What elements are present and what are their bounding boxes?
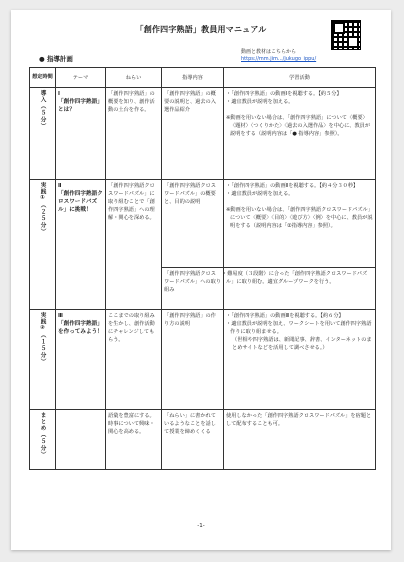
table-row — [30, 410, 376, 470]
qr-code-icon[interactable] — [331, 20, 361, 50]
theme-cell — [56, 180, 106, 310]
activity-line: ・適宜教員が説明を加える。 — [226, 190, 294, 197]
theme-cell — [56, 310, 106, 410]
theme-text: 「創作四字熟語」とは？ — [58, 98, 103, 113]
activities-cell — [224, 88, 376, 180]
stage-cell — [30, 410, 56, 470]
stage-label: 実践②（１５分） — [39, 311, 46, 365]
table-row — [30, 310, 376, 410]
theme-number: Ⅲ — [58, 312, 63, 319]
content-cell: 「ねらい」に書かれているようなことを話して授業を締めくくる — [162, 410, 224, 470]
activities-cell: 使用しなかった「創作四字熟語クロスワードパズル」を宿題として配布することも可。 — [224, 410, 376, 470]
stage-cell — [30, 310, 56, 410]
theme-number: Ⅱ — [58, 182, 62, 189]
aim-cell: 語彙を豊富にする。時事について興味・関心を高める。 — [106, 410, 162, 470]
activity-line: ・適宜教員が説明を加え、ワークシートを用いて創作四字熟語作りに取り組ませる。 — [226, 320, 372, 335]
content-cell: 「創作四字熟語」の作り方の説明 — [162, 310, 224, 410]
content-cell: 「創作四字熟語クロスワードパズル」の概要と、目的の説明 — [162, 180, 224, 268]
stage-label: 導入（５分） — [39, 89, 46, 130]
video-note-text: 動画と教材はこちらから — [241, 49, 297, 55]
header-content: 指導内容 — [162, 68, 224, 88]
table-row — [30, 88, 376, 180]
content-cell: 「創作四字熟語」の概要の説明と、過去の入選作品紹介 — [162, 88, 224, 180]
activity-line: ・「創作四字熟語」の動画Ⅲを視聴する。【約６分】 — [226, 312, 344, 319]
aim-cell: 「創作四字熟語」の概要を知り、創作活動の土台を作る。 — [106, 88, 162, 180]
content-cell: 「創作四字熟語クロスワードパズル」への取り組み — [162, 268, 224, 310]
activity-line: ・「創作四字熟語」の動画Ⅰを視聴する。【約５分】 — [226, 90, 342, 97]
activities-cell — [224, 180, 376, 268]
theme-text: 「創作四字熟語クロスワードパズル」に挑戦！ — [58, 190, 103, 213]
activities-cell: ・難易度（３段階）に合った「創作四字熟語クロスワードパズル」に取り組む。適宜グループワークを行う。 — [224, 268, 376, 310]
theme-cell — [56, 410, 106, 470]
stage-label: まとめ（５分） — [39, 411, 46, 458]
aim-cell: 「創作四字熟語クロスワードパズル」に取り組むことで「創作四字熟語」への理解・関心を深める。 — [106, 180, 162, 310]
table-row — [30, 180, 376, 268]
activity-note: ※動画を用いない場合は、「創作四字熟語クロスワードパズル」について〈概要〉〈目的〉〈遊び方〉〈例〉を中心に、教員が説明をする（説明内容は「②指導内容」参照）。 — [226, 206, 373, 229]
header-time: 想定時間 — [30, 68, 56, 88]
aim-cell: ここまでの取り組みを生かし、創作活動にチャレンジしてもらう。 — [106, 310, 162, 410]
page-number: -1- — [197, 523, 205, 529]
activities-cell — [224, 310, 376, 410]
video-link[interactable]: https://mm.jim.../jukugo_ippu/ — [241, 56, 317, 62]
stage-label: 実践①（２５分） — [39, 181, 46, 235]
activity-note: ※動画を用いない場合は、「創作四字熟語」について〈概要〉〈題材〉〈つくりかた〉〈過去の入選作品〉を中心に、教員が説明をする（説明内容は「● 指導内容」参照）。 — [226, 114, 371, 137]
header-activities: 学習活動 — [224, 68, 376, 88]
table-header-row — [30, 68, 376, 88]
theme-number: Ⅰ — [58, 90, 60, 97]
activity-note: （世相や四字熟語は、新聞記事、辞書、インターネットのまとめサイトなどを活用して調べさせる。） — [232, 336, 372, 351]
stage-cell — [30, 180, 56, 310]
document-page — [11, 10, 391, 550]
video-note — [241, 49, 316, 63]
activity-line: ・適宜教員が説明を加える。 — [226, 98, 294, 105]
document-title: 「創作四字熟語」教員用マニュアル — [135, 25, 267, 34]
lesson-plan-table — [29, 67, 376, 470]
theme-text: 「創作四字熟語」を作ってみよう！ — [58, 320, 103, 335]
header-aim: ねらい — [106, 68, 162, 88]
activity-line: ・「創作四字熟語」の動画Ⅱを視聴する。【約４分３０秒】 — [226, 182, 359, 189]
theme-cell — [56, 88, 106, 180]
section-label: ● 指導計画 — [39, 55, 73, 63]
header-theme: テーマ — [56, 68, 106, 88]
stage-cell — [30, 88, 56, 180]
